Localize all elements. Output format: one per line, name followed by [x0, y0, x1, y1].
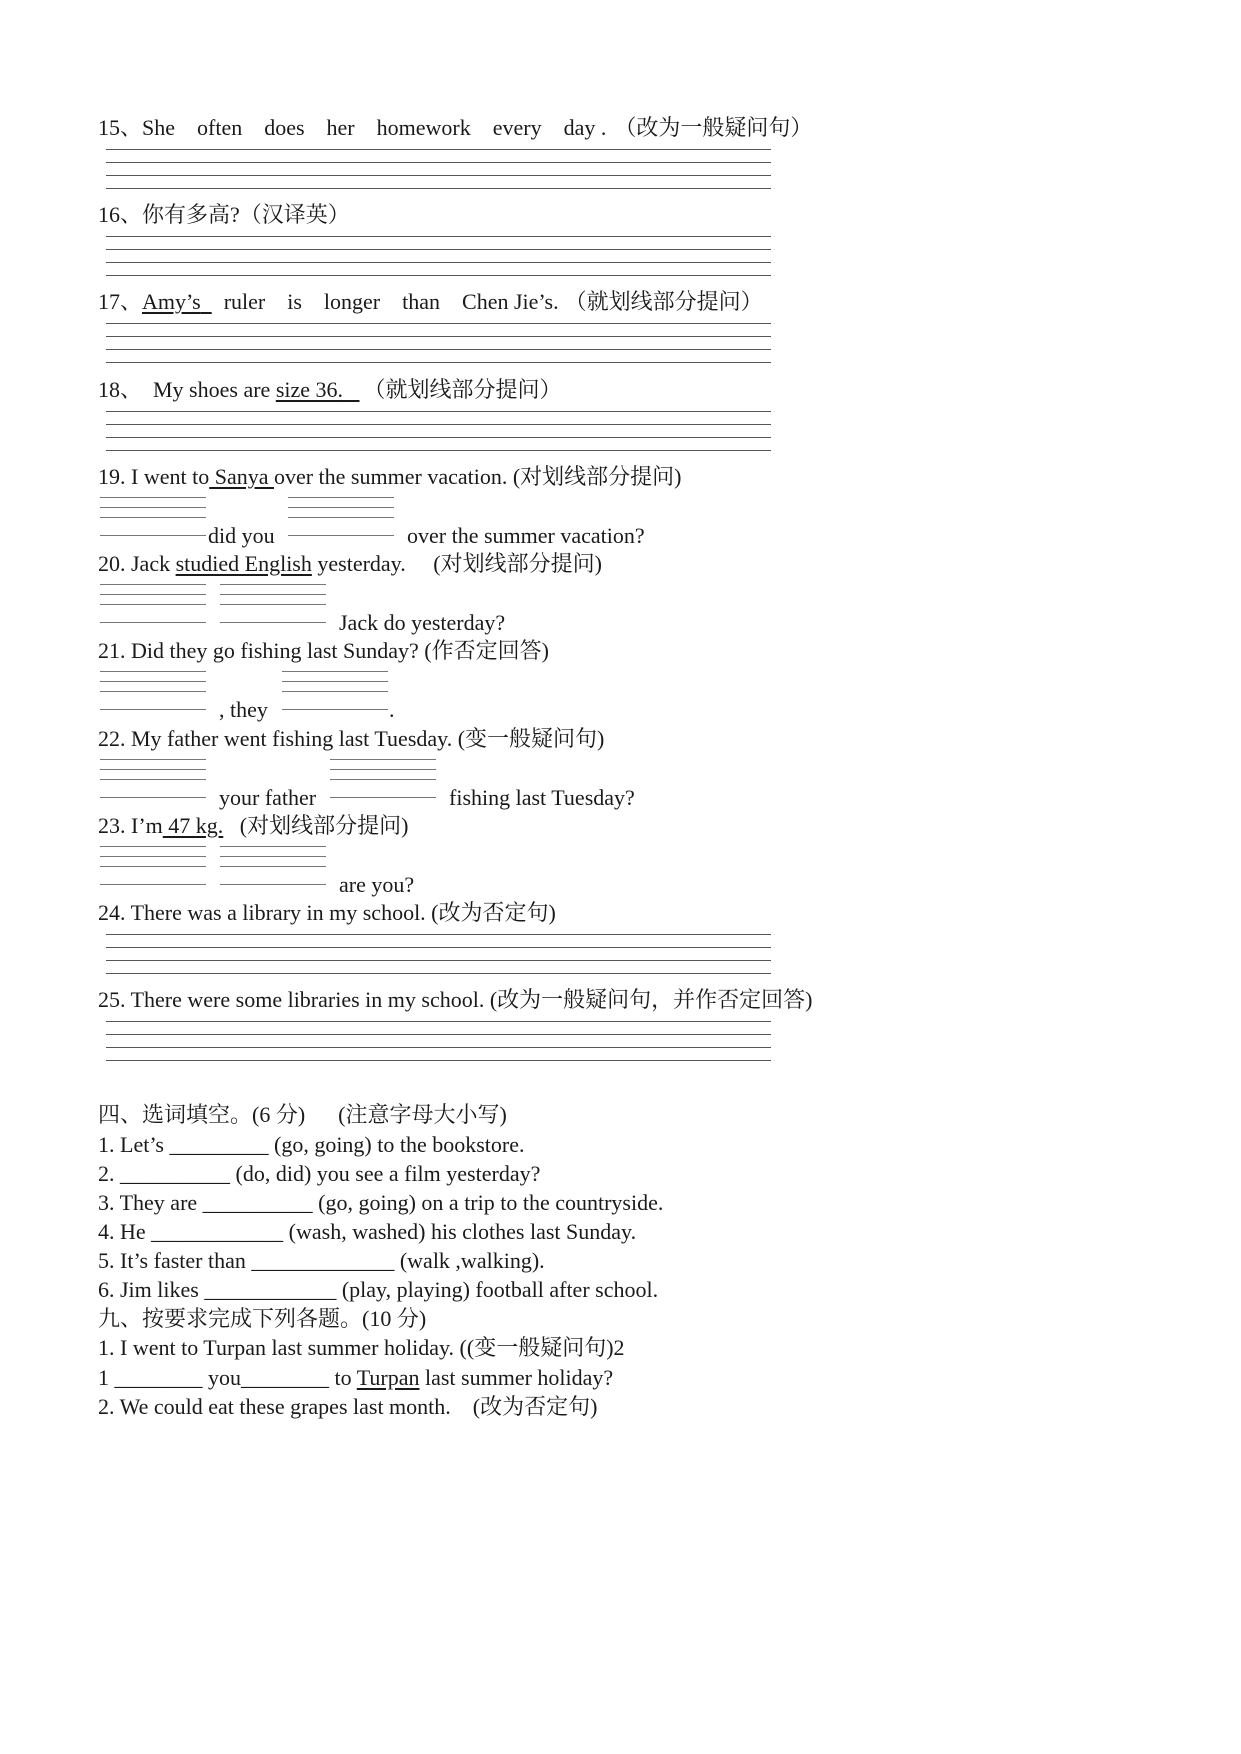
- section9-item1: 1. I went to Turpan last summer holiday. ((变一般疑问句)2: [98, 1335, 625, 1360]
- q22-blank-text1: your father: [219, 785, 317, 810]
- section4-item: 6. Jim likes ____________ (play, playing) football after school.: [98, 1277, 659, 1302]
- q15-text: [98, 117, 812, 139]
- q23-suffix: (对划线部分提问): [223, 813, 409, 838]
- q20-blank-text1: Jack do yesterday?: [339, 610, 506, 635]
- q20-suffix: yesterday. (对划线部分提问): [311, 551, 602, 576]
- q20-underlined: studied English: [175, 551, 312, 576]
- q19-blank-text2: over the summer vacation?: [407, 523, 645, 548]
- q17-word: Chen Jie’s.: [462, 289, 559, 314]
- section4-item: 5. It’s faster than _____________ (walk ,walking).: [98, 1248, 545, 1273]
- q22-text: 22. My father went fishing last Tuesday. (变一般疑问句): [98, 726, 605, 751]
- section4-item: 4. He ____________ (wash, washed) his clothes last Sunday.: [98, 1219, 637, 1244]
- q22-blank-text2: fishing last Tuesday?: [449, 785, 635, 810]
- q23-blank-text1: are you?: [339, 872, 415, 897]
- section4-item: 3. They are __________ (go, going) on a trip to the countryside.: [98, 1190, 664, 1215]
- q19-suffix: over the summer vacation. (对划线部分提问): [273, 464, 682, 489]
- q23-underlined: 47 kg.: [162, 813, 224, 838]
- q18-underlined: size 36.: [275, 377, 344, 402]
- q24-text: 24. There was a library in my school. (改为否定句): [98, 900, 556, 925]
- q15-word: day .: [563, 115, 607, 140]
- q23-text: [98, 815, 408, 837]
- q15-instruction: （改为一般疑问句）: [614, 115, 813, 140]
- q17-text: [98, 291, 763, 313]
- q15-word: does: [264, 115, 305, 140]
- q15-num: 15、: [98, 115, 143, 140]
- q21-blank-text1: , they: [219, 697, 268, 722]
- q20-prefix: 20. Jack: [98, 551, 176, 576]
- q15-word: She: [142, 115, 176, 140]
- q17-word: ruler: [223, 289, 266, 314]
- q15-word: homework: [376, 115, 471, 140]
- q18-instruction: （就划线部分提问）: [363, 377, 562, 402]
- q19-underlined: Sanya: [209, 464, 274, 489]
- section9-item1-answer-suffix: last summer holiday?: [419, 1365, 614, 1390]
- section9-item1-underlined: Turpan: [356, 1365, 420, 1390]
- q25-text: 25. There were some libraries in my school. (改为一般疑问句，并作否定回答): [98, 987, 813, 1012]
- q19-blank-text1: did you: [208, 523, 275, 548]
- q19-prefix: 19. I went to: [98, 464, 210, 489]
- section4-title: 四、选词填空。(6 分) (注意字母大小写): [98, 1102, 507, 1127]
- section9-title: 九、按要求完成下列各题。(10 分): [98, 1306, 427, 1331]
- q17-instruction: （就划线部分提问）: [564, 289, 763, 314]
- q17-word: longer: [323, 289, 381, 314]
- q18-prefix: 18、 My shoes are: [98, 377, 276, 402]
- q19-text: [98, 466, 682, 488]
- q21-blank-text2: .: [389, 697, 395, 722]
- section9-item1-answer: [98, 1367, 613, 1389]
- q21-text: 21. Did they go fishing last Sunday? (作否定回答): [98, 638, 549, 663]
- section9-item1-answer-prefix: 1 ________ you________ to: [98, 1365, 357, 1390]
- q17-underlined: Amy’s: [142, 289, 201, 314]
- q15-word: often: [197, 115, 243, 140]
- q17-num: 17、: [98, 289, 143, 314]
- q23-prefix: 23. I’m: [98, 813, 163, 838]
- q15-word: every: [492, 115, 542, 140]
- section9-item2: 2. We could eat these grapes last month. (改为否定句): [98, 1394, 598, 1419]
- q17-word: is: [287, 289, 302, 314]
- q17-word: than: [402, 289, 441, 314]
- section4-item: 1. Let’s _________ (go, going) to the bookstore.: [98, 1132, 525, 1157]
- q16-text: 16、你有多高?（汉译英）: [98, 202, 350, 227]
- q18-text: [98, 379, 562, 401]
- q20-text: [98, 553, 602, 575]
- section4-item: 2. __________ (do, did) you see a film yesterday?: [98, 1161, 541, 1186]
- q15-word: her: [326, 115, 355, 140]
